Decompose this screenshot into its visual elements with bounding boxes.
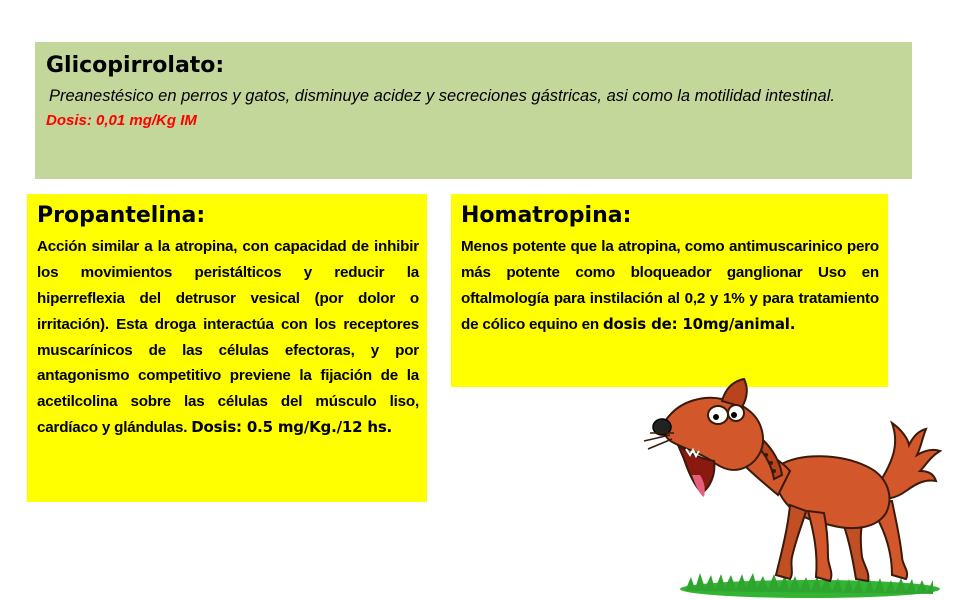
homatropina-panel xyxy=(451,194,888,387)
glicopirrolato-dose: Dosis: 0,01 mg/Kg IM xyxy=(46,111,197,129)
propantelina-dose: Dosis: 0.5 mg/Kg./12 hs. xyxy=(191,418,393,437)
propantelina-panel xyxy=(27,194,427,502)
propantelina-description-text: Acción similar a la atropina, con capacidad de inhibir los movimientos peristálticos y reducir la hiperreflexia del detrusor vesical (por dolor o irritación). Esta droga interactúa con los receptores muscarínicos de las células efectoras, y por antagonismo competitivo previene la fijación de la acetilcolina sobre las células del músculo liso, cardíaco y glándulas. xyxy=(37,238,419,437)
glicopirrolato-title: Glicopirrolato: xyxy=(46,53,225,78)
propantelina-description xyxy=(37,234,419,441)
homatropina-description xyxy=(461,234,879,337)
dog-cartoon-icon xyxy=(630,375,960,600)
homatropina-dose: dosis de: 10mg/animal. xyxy=(603,314,796,333)
propantelina-title: Propantelina: xyxy=(37,203,206,228)
homatropina-description-text: Menos potente que la atropina, como antimuscarinico pero más potente como bloqueador ganglionar Uso en oftalmología para instilación al 0,2 y 1% y para tratamiento de cólico equino en xyxy=(461,238,879,333)
glicopirrolato-panel xyxy=(35,42,912,179)
homatropina-title: Homatropina: xyxy=(461,203,632,228)
glicopirrolato-description: Preanestésico en perros y gatos, disminuye acidez y secreciones gástricas, asi como la motilidad intestinal. xyxy=(49,87,835,106)
